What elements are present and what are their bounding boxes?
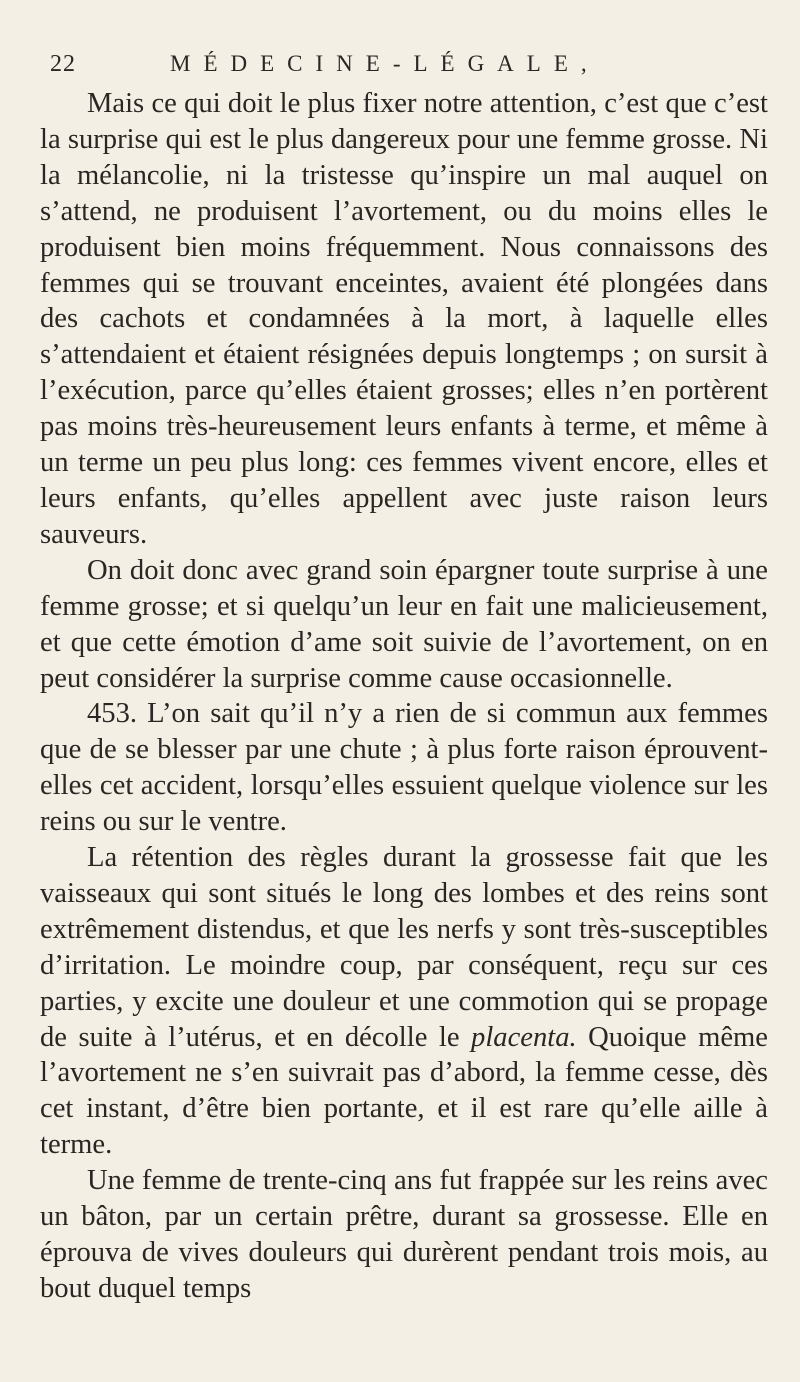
running-title: MÉDECINE-LÉGALE,: [170, 51, 600, 76]
body-text: [40, 86, 768, 1307]
placenta-term: placenta.: [471, 1021, 577, 1053]
paragraph-retention: [40, 840, 768, 1163]
paragraph-retention-text: La rétention des règles durant la grossesse fait que les vaisseaux qui sont situés le long des lombes et des reins sont extrêmement distendus, et que les nerfs y sont très-susceptibles d’irritation. Le moindre coup, par conséquent, reçu sur ces parties, y excite une douleur et une commotion qui se propage de suite à l’utérus, et en décolle le: [40, 842, 768, 1053]
paragraph-case: Une femme de trente-cinq ans fut frappée sur les reins avec un bâton, par un certain prêtre, durant sa grossesse. Elle en éprouva de vives douleurs qui durèrent pendant trois mois, au bout duquel temps: [40, 1165, 768, 1304]
paragraph-retention-text-end: Quoique même l’avortement ne s’en suivrait pas d’abord, la femme cesse, dès cet instant, d’être bien portante, et il est rare qu’elle aille à terme.: [40, 1021, 768, 1161]
page-number: 22: [50, 51, 76, 77]
running-head: [50, 44, 770, 84]
paragraph-conclusion: On doit donc avec grand soin épargner toute surprise à une femme grosse; et si quelqu’un leur en fait une malicieusement, et que cette émotion d’ame soit suivie de l’avortement, on en peut considérer la surprise comme cause occasionnelle.: [40, 554, 768, 694]
paragraph-453: 453. L’on sait qu’il n’y a rien de si commun aux femmes que de se blesser par une chute ; à plus forte raison éprouvent-elles cet accident, lorsqu’elles essuient quelque violence sur les reins ou sur le ventre.: [40, 698, 768, 838]
paragraph-surprise: Mais ce qui doit le plus fixer notre attention, c’est que c’est la surprise qui est le plus dangereux pour une femme grosse. Ni la mélancolie, ni la tristesse qu’inspire un mal auquel on s’attend, ne produisent l’avortement, ou du moins elles le produisent bien moins fréquemment. Nous connaissons des femmes qui se trouvant enceintes, avaient été plongées dans des cachots et condamnées à la mort, à laquelle elles s’attendaient et étaient résignées depuis longtemps ; on sursit à l’exécution, parce qu’elles étaient grosses; elles n’en portèrent pas moins très-heureusement leurs enfants à terme, et même à un terme un peu plus long: ces femmes vivent encore, elles et leurs enfants, qu’elles appellent avec juste raison leurs sauveurs.: [40, 88, 768, 550]
